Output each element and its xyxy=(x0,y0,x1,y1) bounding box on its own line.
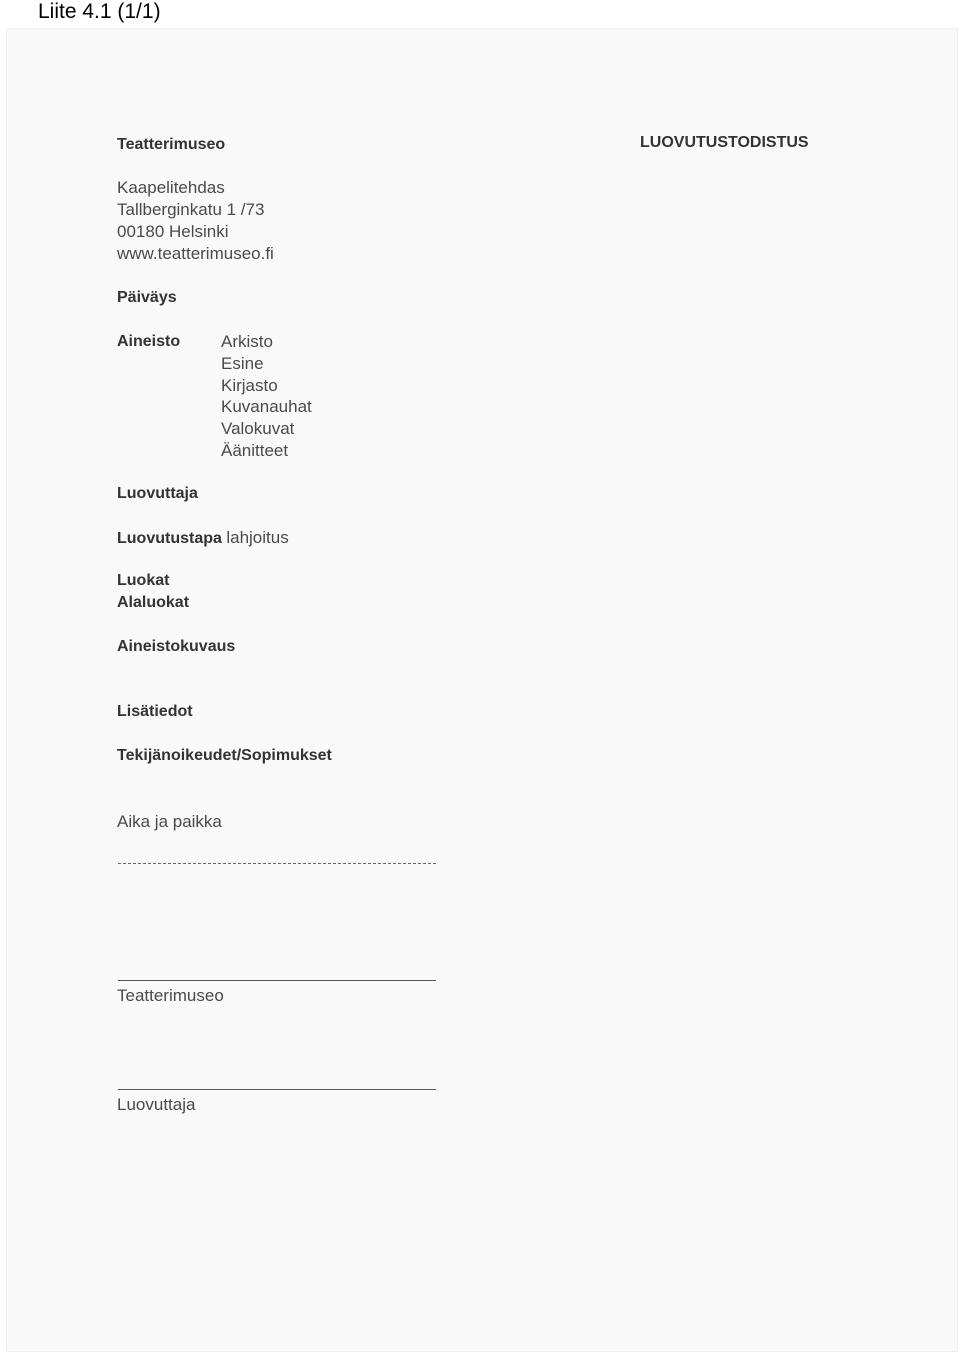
donor-signature-line xyxy=(118,1089,436,1090)
material-label: Aineisto xyxy=(117,333,181,350)
address-line-3: 00180 Helsinki xyxy=(117,222,229,241)
material-option: Arkisto xyxy=(221,332,273,351)
description-label: Aineistokuvaus xyxy=(117,638,236,655)
material-option: Valokuvat xyxy=(221,419,295,439)
time-place-label: Aika ja paikka xyxy=(117,812,222,831)
org-name: Teatterimuseo xyxy=(117,136,226,153)
museum-signature-line xyxy=(118,980,436,981)
classes-label: Luokat xyxy=(117,572,170,589)
museum-signature-label: Teatterimuseo xyxy=(117,986,224,1005)
website: www.teatterimuseo.fi xyxy=(117,244,274,263)
material-option: Esine xyxy=(221,353,264,373)
method-value: lahjoitus xyxy=(226,528,289,547)
additional-info-label: Lisätiedot xyxy=(117,703,193,720)
rights-label: Tekijänoikeudet/Sopimukset xyxy=(117,747,332,764)
method-row xyxy=(117,527,289,550)
subclasses-label: Alaluokat xyxy=(117,594,190,611)
donor-label: Luovuttaja xyxy=(117,485,198,502)
page-header: Liite 4.1 (1/1) xyxy=(38,0,161,23)
document-title: LUOVUTUSTODISTUS xyxy=(640,134,809,151)
address-line-2: Tallberginkatu 1 /73 xyxy=(117,200,265,219)
material-option: Kuvanauhat xyxy=(221,397,312,417)
time-place-line xyxy=(118,863,436,864)
donor-signature-label: Luovuttaja xyxy=(117,1095,196,1114)
material-option: Äänitteet xyxy=(221,440,289,460)
method-label: Luovutustapa xyxy=(117,530,222,547)
material-options-list xyxy=(221,331,312,462)
address-line-1: Kaapelitehdas xyxy=(117,178,225,197)
date-label: Päiväys xyxy=(117,289,177,306)
material-option: Kirjasto xyxy=(221,375,278,395)
